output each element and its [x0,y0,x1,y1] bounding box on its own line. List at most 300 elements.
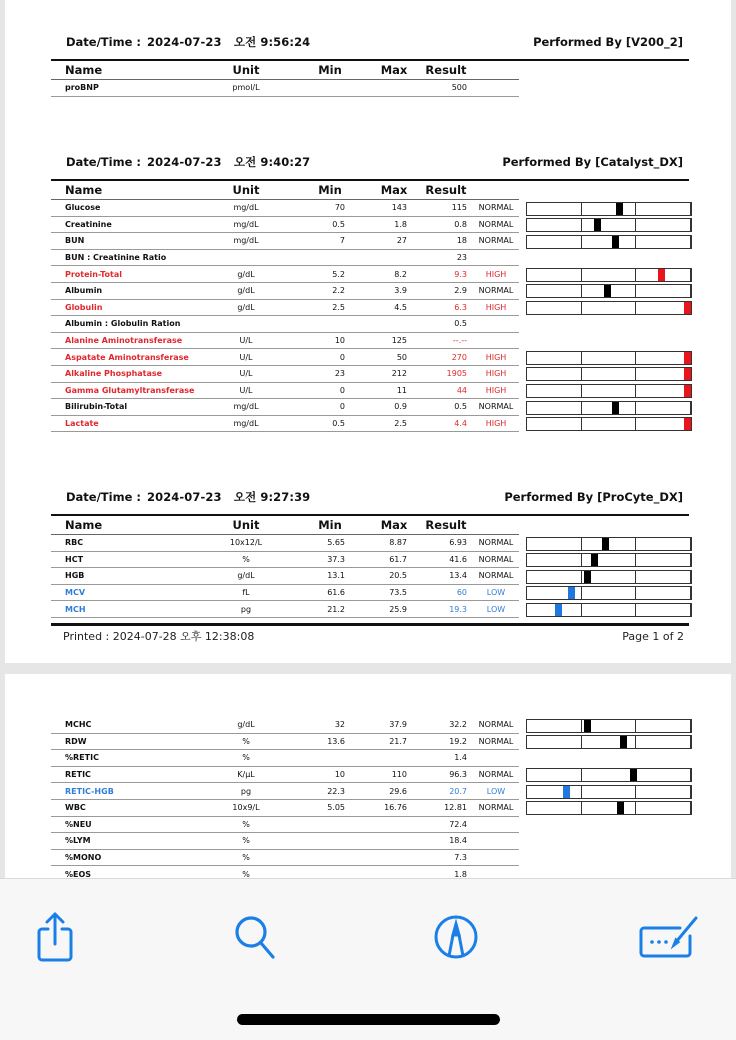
test-name: Creatinine [65,219,112,229]
max-value: 3.9 [394,286,407,296]
gauge-marker [684,418,691,430]
result-value: 72.4 [449,819,467,829]
datetime-value: 2024-07-23 오전 9:56:24 [146,35,311,49]
datetime-label: Date/Time : [66,490,141,504]
gauge-marker [612,402,619,414]
max-value: 16.76 [384,803,407,813]
gauge-marker [584,720,591,732]
range-gauge [526,235,692,249]
table-row [51,300,691,317]
status-flag: HIGH [485,419,507,429]
test-name: Gamma Glutamyltransferase [65,385,195,395]
table-header [51,516,519,535]
row-cells [51,233,519,250]
min-value: 37.3 [327,554,345,564]
status-flag: NORMAL [478,554,514,564]
table-row [51,366,691,383]
row-cells [51,366,519,383]
status-flag: HIGH [485,352,507,362]
result-value: 6.3 [454,302,467,312]
page-number: Page 1 of 2 [622,630,684,643]
result-value: 1.8 [454,869,467,878]
gauge-segment [636,352,691,364]
gauge-segment [527,302,582,314]
test-name: Bilirubin-Total [65,402,128,412]
gauge-segment [582,219,637,231]
min-value: 0.5 [332,219,345,229]
result-value: 0.5 [454,319,467,329]
result-value: 500 [451,83,467,93]
table-row [51,866,691,878]
status-flag: NORMAL [478,236,514,246]
gauge-segment [582,302,637,314]
table-row [51,585,691,602]
pdf-page-1 [5,0,731,663]
range-gauge [526,367,692,381]
min-value: 0 [339,385,345,395]
column-max: Max [380,183,408,197]
column-max: Max [380,518,408,532]
column-unit: Unit [232,63,260,77]
gauge-marker [684,352,691,364]
test-name: proBNP [65,83,99,93]
row-cells [51,316,519,333]
result-value: 44 [456,385,467,395]
range-gauge [526,570,692,584]
max-value: 27 [396,236,407,246]
test-name: RETIC [65,770,91,780]
column-result: Result [425,63,467,77]
gauge-segment [527,769,582,781]
max-value: 25.9 [389,604,407,614]
min-value: 10 [334,336,345,346]
unit: pg [240,604,252,614]
max-value: 0.9 [394,402,407,412]
gauge-marker [584,571,591,583]
results-table [51,61,691,97]
gauge-segment [527,802,582,814]
gauge-segment [582,236,637,248]
column-name: Name [65,518,103,532]
min-value: 5.2 [332,269,345,279]
gauge-segment [527,402,582,414]
test-name: RBC [65,538,84,548]
column-min: Min [318,63,342,77]
min-value: 61.6 [327,588,345,598]
share-icon [34,911,76,963]
table-row [51,266,691,283]
result-value: 0.8 [454,219,467,229]
gauge-segment [527,352,582,364]
search-button[interactable] [230,909,280,965]
gauge-segment [527,385,582,397]
unit: pg [240,786,252,796]
table-row [51,217,691,234]
section-header [66,488,683,506]
min-value: 7 [339,236,345,246]
gauge-segment [636,368,691,380]
unit: pmol/L [232,83,260,93]
max-value: 8.87 [389,538,407,548]
datetime-value: 2024-07-23 오전 9:27:39 [146,490,311,504]
result-value: 96.3 [449,770,467,780]
range-gauge [526,351,692,365]
row-cells [51,585,519,602]
row-cells [51,866,519,878]
results-table [51,181,691,432]
home-indicator[interactable] [237,1014,500,1025]
status-flag: NORMAL [478,286,514,296]
status-flag: LOW [486,588,506,598]
table-row [51,399,691,416]
status-flag: HIGH [485,385,507,395]
range-gauge [526,284,692,298]
result-value: 20.7 [449,786,467,796]
range-gauge [526,417,692,431]
gauge-segment [636,203,691,215]
min-value: 2.5 [332,302,345,312]
gauge-segment [527,720,582,732]
status-flag: LOW [486,786,506,796]
table-row [51,333,691,350]
unit: 10x9/L [232,803,260,813]
range-gauge [526,301,692,315]
test-name: BUN : Creatinine Ratio [65,253,167,263]
status-flag: HIGH [485,369,507,379]
gauge-segment [636,302,691,314]
result-value: 9.3 [454,269,467,279]
gauge-marker [630,769,637,781]
unit: 10x12/L [229,538,263,548]
gauge-segment [582,802,637,814]
min-value: 0 [339,352,345,362]
row-cells [51,250,519,267]
gauge-segment [527,236,582,248]
gauge-marker [616,203,623,215]
range-gauge [526,537,692,551]
gauge-segment [636,720,691,732]
column-unit: Unit [232,183,260,197]
result-value: 18.4 [449,836,467,846]
max-value: 73.5 [389,588,407,598]
row-cells [51,833,519,850]
result-value: 19.2 [449,736,467,746]
unit: U/L [239,369,253,379]
row-cells [51,783,519,800]
row-cells [51,750,519,767]
result-value: 32.2 [449,720,467,730]
result-value: 4.4 [454,419,467,429]
row-cells [51,601,519,618]
gauge-segment [582,554,637,566]
table-row [51,717,691,734]
result-value: 18 [456,236,467,246]
status-flag: NORMAL [478,219,514,229]
max-value: 21.7 [389,736,407,746]
unit: g/dL [237,571,255,581]
min-value: 5.05 [327,803,345,813]
range-gauge [526,268,692,282]
gauge-segment [636,236,691,248]
test-name: RDW [65,736,87,746]
row-cells [51,399,519,416]
test-name: WBC [65,803,86,813]
result-value: 12.81 [444,803,467,813]
gauge-segment [527,368,582,380]
printed-timestamp: Printed : 2024-07-28 오후 12:38:08 [63,630,255,643]
unit: mg/dL [233,236,259,246]
status-flag: NORMAL [478,203,514,213]
min-value: 70 [334,203,345,213]
gauge-segment [636,285,691,297]
table-row [51,349,691,366]
min-value: 0 [339,402,345,412]
test-name: HCT [65,554,84,564]
pdf-page-2 [5,674,731,878]
datetime-label: Date/Time : [66,155,141,169]
table-row [51,80,691,97]
gauge-segment [636,402,691,414]
table-row [51,850,691,867]
max-value: 8.2 [394,269,407,279]
table-header [51,181,519,200]
gauge-marker [617,802,624,814]
range-gauge [526,553,692,567]
table-row [51,568,691,585]
gauge-segment [636,604,691,616]
test-name: Protein-Total [65,269,122,279]
gauge-segment [636,538,691,550]
table-row [51,800,691,817]
unit: U/L [239,352,253,362]
row-cells [51,333,519,350]
gauge-marker [563,786,570,798]
unit: % [242,869,250,878]
markup-pen-icon [432,913,480,961]
max-value: 29.6 [389,786,407,796]
gauge-segment [527,736,582,748]
result-value: 270 [451,352,467,362]
gauge-segment [582,786,637,798]
min-value: 32 [334,720,345,730]
range-gauge [526,719,692,733]
max-value: 1.8 [394,219,407,229]
result-value: 7.3 [454,853,467,863]
result-value: 115 [451,203,467,213]
gauge-marker [658,269,665,281]
gauge-segment [582,352,637,364]
table-row [51,416,691,433]
row-cells [51,535,519,552]
share-button[interactable] [30,909,80,965]
gauge-marker [555,604,562,616]
unit: mg/dL [233,419,259,429]
unit: % [242,554,250,564]
min-value: 2.2 [332,286,345,296]
row-cells [51,217,519,234]
status-flag: NORMAL [478,538,514,548]
unit: mg/dL [233,203,259,213]
table-row [51,316,691,333]
row-cells [51,416,519,433]
gauge-segment [636,736,691,748]
range-gauge [526,735,692,749]
gauge-segment [582,402,637,414]
table-row [51,833,691,850]
gauge-segment [527,786,582,798]
row-cells [51,850,519,867]
row-cells [51,266,519,283]
table-row [51,601,691,618]
section-header [66,153,683,171]
table-row [51,817,691,834]
table-header [51,61,519,80]
status-flag: NORMAL [478,402,514,412]
status-flag: NORMAL [478,720,514,730]
range-gauge [526,218,692,232]
gauge-segment [582,368,637,380]
gauge-segment [636,219,691,231]
test-name: MCV [65,588,86,598]
result-value: 60 [456,588,467,598]
markup-button[interactable] [431,909,481,965]
table-row [51,283,691,300]
test-name: %RETIC [65,753,99,763]
test-name: %NEU [65,819,92,829]
gauge-segment [582,269,637,281]
gauge-segment [636,802,691,814]
gauge-segment [527,554,582,566]
row-cells [51,717,519,734]
unit: % [242,836,250,846]
test-name: %EOS [65,869,92,878]
gauge-segment [636,769,691,781]
table-row [51,783,691,800]
gauge-segment [582,769,637,781]
unit: U/L [239,385,253,395]
table-row [51,734,691,751]
gauge-segment [636,418,691,430]
gauge-segment [636,587,691,599]
unit: K/μL [237,770,255,780]
status-flag: HIGH [485,302,507,312]
row-cells [51,383,519,400]
signature-button[interactable] [638,909,702,965]
max-value: 11 [396,385,407,395]
column-name: Name [65,63,103,77]
min-value: 10 [334,770,345,780]
row-cells [51,283,519,300]
min-value: 13.6 [327,736,345,746]
column-unit: Unit [232,518,260,532]
test-name: Aspatate Aminotransferase [65,352,189,362]
results-table-continued [51,717,691,878]
table-row [51,233,691,250]
gauge-segment [582,604,637,616]
range-gauge [526,768,692,782]
gauge-segment [527,418,582,430]
unit: % [242,853,250,863]
gauge-segment [582,418,637,430]
row-cells [51,552,519,569]
range-gauge [526,401,692,415]
min-value: 23 [334,369,345,379]
result-value: 0.5 [454,402,467,412]
performed-by: Performed By [ProCyte_DX] [504,490,683,504]
test-name: MCHC [65,720,92,730]
max-value: 110 [391,770,407,780]
table-row [51,383,691,400]
unit: g/dL [237,302,255,312]
row-cells [51,800,519,817]
gauge-marker [604,285,611,297]
result-value: 2.9 [454,286,467,296]
column-min: Min [318,183,342,197]
gauge-segment [636,571,691,583]
test-name: BUN [65,236,85,246]
results-table [51,516,691,618]
gauge-segment [582,385,637,397]
test-name: %LYM [65,836,91,846]
max-value: 61.7 [389,554,407,564]
status-flag: NORMAL [478,803,514,813]
gauge-segment [636,554,691,566]
test-name: %MONO [65,853,102,863]
range-gauge [526,384,692,398]
status-flag: LOW [486,604,506,614]
result-value: 1905 [446,369,467,379]
footer-divider [51,623,689,626]
gauge-segment [582,587,637,599]
gauge-segment [527,203,582,215]
gauge-marker [602,538,609,550]
range-gauge [526,586,692,600]
min-value: 21.2 [327,604,345,614]
datetime-value: 2024-07-23 오전 9:40:27 [146,155,311,169]
test-name: Lactate [65,419,99,429]
test-name: Glucose [65,203,101,213]
gauge-segment [582,736,637,748]
gauge-marker [612,236,619,248]
row-cells [51,817,519,834]
unit: mg/dL [233,402,259,412]
column-max: Max [380,63,408,77]
table-row [51,767,691,784]
result-value: 19.3 [449,604,467,614]
gauge-marker [684,368,691,380]
test-name: Alkaline Phosphatase [65,369,163,379]
status-flag: NORMAL [478,571,514,581]
test-name: Albumin [65,286,103,296]
test-name: Globulin [65,302,103,312]
min-value: 13.1 [327,571,345,581]
row-cells [51,80,519,97]
gauge-segment [636,786,691,798]
unit: % [242,736,250,746]
status-flag: NORMAL [478,770,514,780]
column-result: Result [425,518,467,532]
result-value: --.-- [452,336,467,346]
section-header [66,33,683,51]
performed-by: Performed By [V200_2] [533,35,683,49]
gauge-segment [582,203,637,215]
unit: g/dL [237,720,255,730]
row-cells [51,734,519,751]
test-name: RETIC-HGB [65,786,114,796]
max-value: 143 [391,203,407,213]
result-value: 6.93 [449,538,467,548]
unit: U/L [239,336,253,346]
